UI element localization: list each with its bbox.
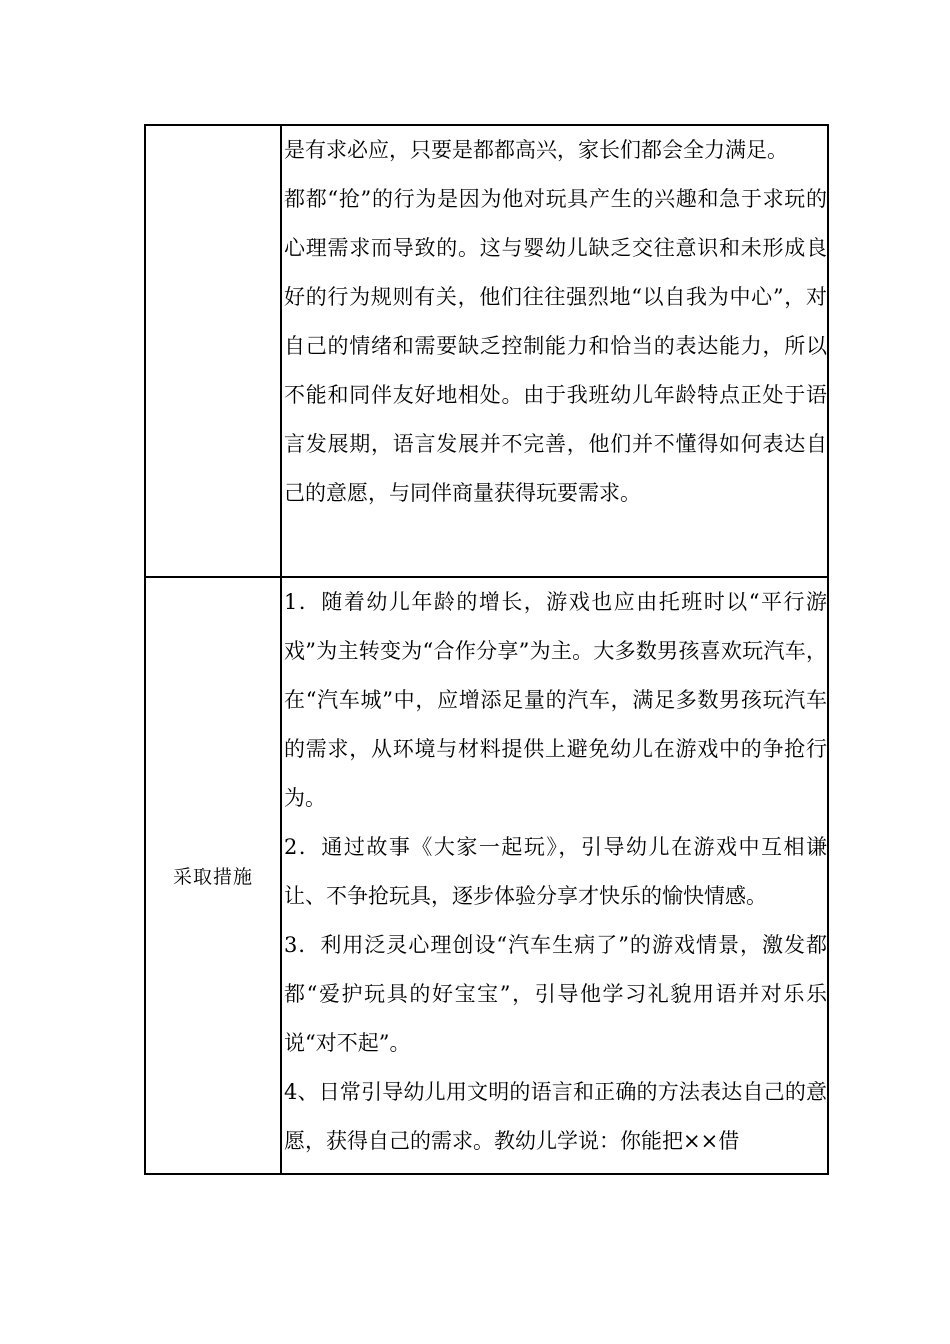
paragraph: 4、日常引导幼儿用文明的语言和正确的方法表达自己的意愿，获得自己的需求。教幼儿学说：你能把××借 <box>284 1080 827 1153</box>
row-label: 采取措施 <box>172 866 253 888</box>
row-content-cell <box>281 577 828 1174</box>
paragraph: 2．通过故事《大家一起玩》，引导幼儿在游戏中互相谦让、不争抢玩具，逐步体验分享才快乐的愉快情感。 <box>284 835 827 908</box>
record-table <box>144 124 829 1175</box>
table-row <box>145 577 828 1174</box>
row-label-cell <box>145 577 281 1174</box>
row-label-cell <box>145 125 281 577</box>
paragraph: 都都“抢”的行为是因为他对玩具产生的兴趣和急于求玩的心理需求而导致的。这与婴幼儿缺乏交往意识和未形成良好的行为规则有关，他们往往强烈地“以自我为中心”，对自己的情绪和需要缺乏控制能力和恰当的表达能力，所以不能和同伴友好地相处。由于我班幼儿年龄特点正处于语言发展期，语言发展并不完善，他们并不懂得如何表达自己的意愿，与同伴商量获得玩要需求。 <box>284 187 827 505</box>
row-content-cell <box>281 125 828 577</box>
paragraph: 是有求必应，只要是都都高兴，家长们都会全力满足。 <box>284 138 788 162</box>
paragraph: 3．利用泛灵心理创设“汽车生病了”的游戏情景，激发都都“爱护玩具的好宝宝”，引导他学习礼貌用语并对乐乐说“对不起”。 <box>284 933 827 1055</box>
paragraph: 1．随着幼儿年龄的增长，游戏也应由托班时以“平行游戏”为主转变为“合作分享”为主。大多数男孩喜欢玩汽车，在“汽车城”中，应增添足量的汽车，满足多数男孩玩汽车的需求，从环境与材料提供上避免幼儿在游戏中的争抢行为。 <box>284 590 827 810</box>
table-row <box>145 125 828 577</box>
